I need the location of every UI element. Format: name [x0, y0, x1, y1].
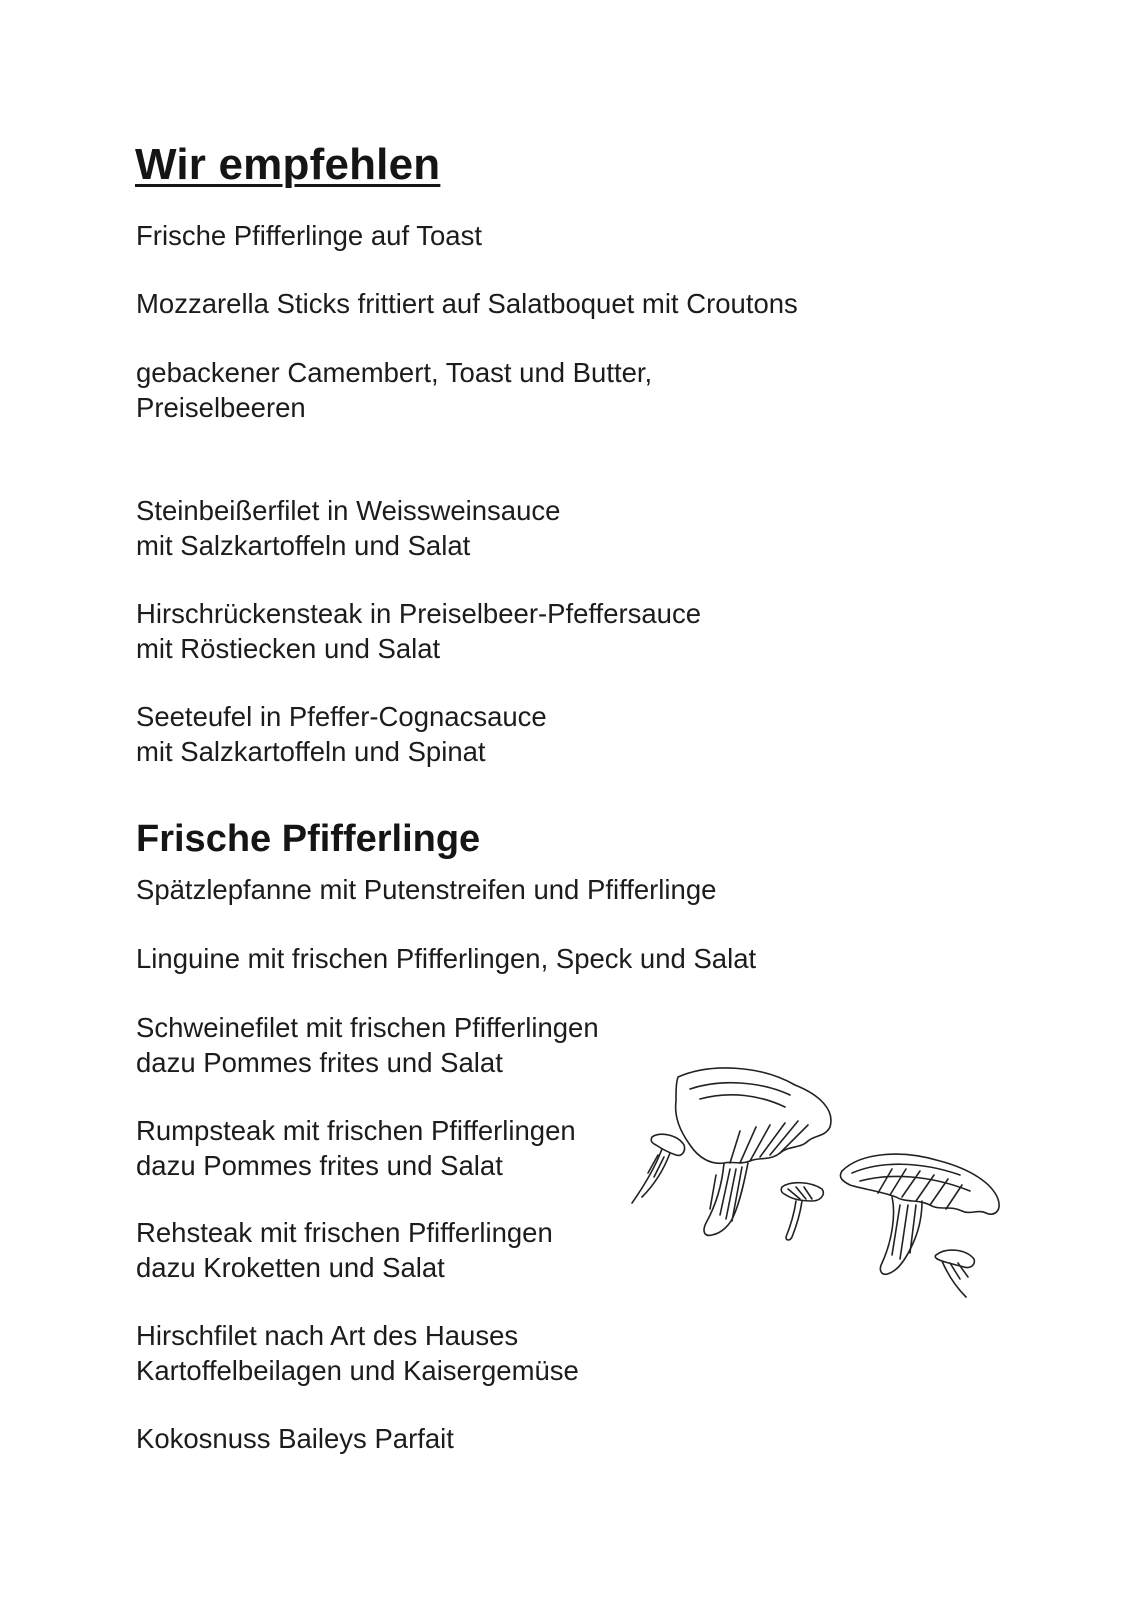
menu-item-line: Frische Pfifferlinge auf Toast [136, 220, 482, 251]
menu-item-2 [136, 286, 798, 321]
right-mushroom-icon [840, 1154, 999, 1297]
menu-item-line: Kartoffelbeilagen und Kaisergemüse [136, 1355, 579, 1386]
menu-item-line: Rumpsteak mit frischen Pfifferlingen [136, 1115, 576, 1146]
menu-item-11 [136, 1215, 553, 1285]
menu-item-line: Schweinefilet mit frischen Pfifferlingen [136, 1012, 599, 1043]
menu-item-line: dazu Kroketten und Salat [136, 1252, 445, 1283]
menu-item-7 [136, 872, 716, 907]
menu-item-line: mit Salzkartoffeln und Salat [136, 530, 471, 561]
menu-item-3 [136, 355, 652, 425]
menu-item-13 [136, 1421, 454, 1456]
menu-item-line: Linguine mit frischen Pfifferlingen, Speck und Salat [136, 943, 757, 974]
menu-item-5 [136, 596, 701, 666]
menu-item-line: Seeteufel in Pfeffer-Cognacsauce [136, 701, 547, 732]
menu-item-line: Mozzarella Sticks frittiert auf Salatboquet mit Croutons [136, 288, 798, 319]
section-title-chanterelles: Frische Pfifferlinge [136, 818, 481, 860]
menu-item-1 [136, 218, 482, 253]
menu-item-8 [136, 941, 756, 976]
chanterelle-mushrooms-icon [630, 1065, 1020, 1325]
menu-item-line: mit Röstiecken und Salat [136, 633, 441, 664]
menu-item-line: Kokosnuss Baileys Parfait [136, 1423, 454, 1454]
menu-item-10 [136, 1113, 576, 1183]
section-title-recommendations: Wir empfehlen [135, 140, 441, 189]
menu-item-line: Rehsteak mit frischen Pfifferlingen [136, 1217, 553, 1248]
menu-item-4 [136, 493, 560, 563]
menu-item-line: dazu Pommes frites und Salat [136, 1047, 503, 1078]
menu-item-line: Spätzlepfanne mit Putenstreifen und Pfifferlinge [136, 874, 717, 905]
menu-item-line: Steinbeißerfilet in Weissweinsauce [136, 495, 561, 526]
menu-item-line: gebackener Camembert, Toast und Butter, [136, 357, 653, 388]
menu-item-line: mit Salzkartoffeln und Spinat [136, 736, 486, 767]
menu-item-line: Hirschfilet nach Art des Hauses [136, 1320, 519, 1351]
menu-item-line: Preiselbeeren [136, 392, 306, 423]
menu-item-9 [136, 1010, 599, 1080]
small-mushroom-icon [781, 1183, 823, 1240]
menu-item-line: Hirschrückensteak in Preiselbeer-Pfeffersauce [136, 598, 702, 629]
menu-item-line: dazu Pommes frites und Salat [136, 1150, 503, 1181]
menu-item-6 [136, 699, 547, 769]
menu-item-12 [136, 1318, 579, 1388]
